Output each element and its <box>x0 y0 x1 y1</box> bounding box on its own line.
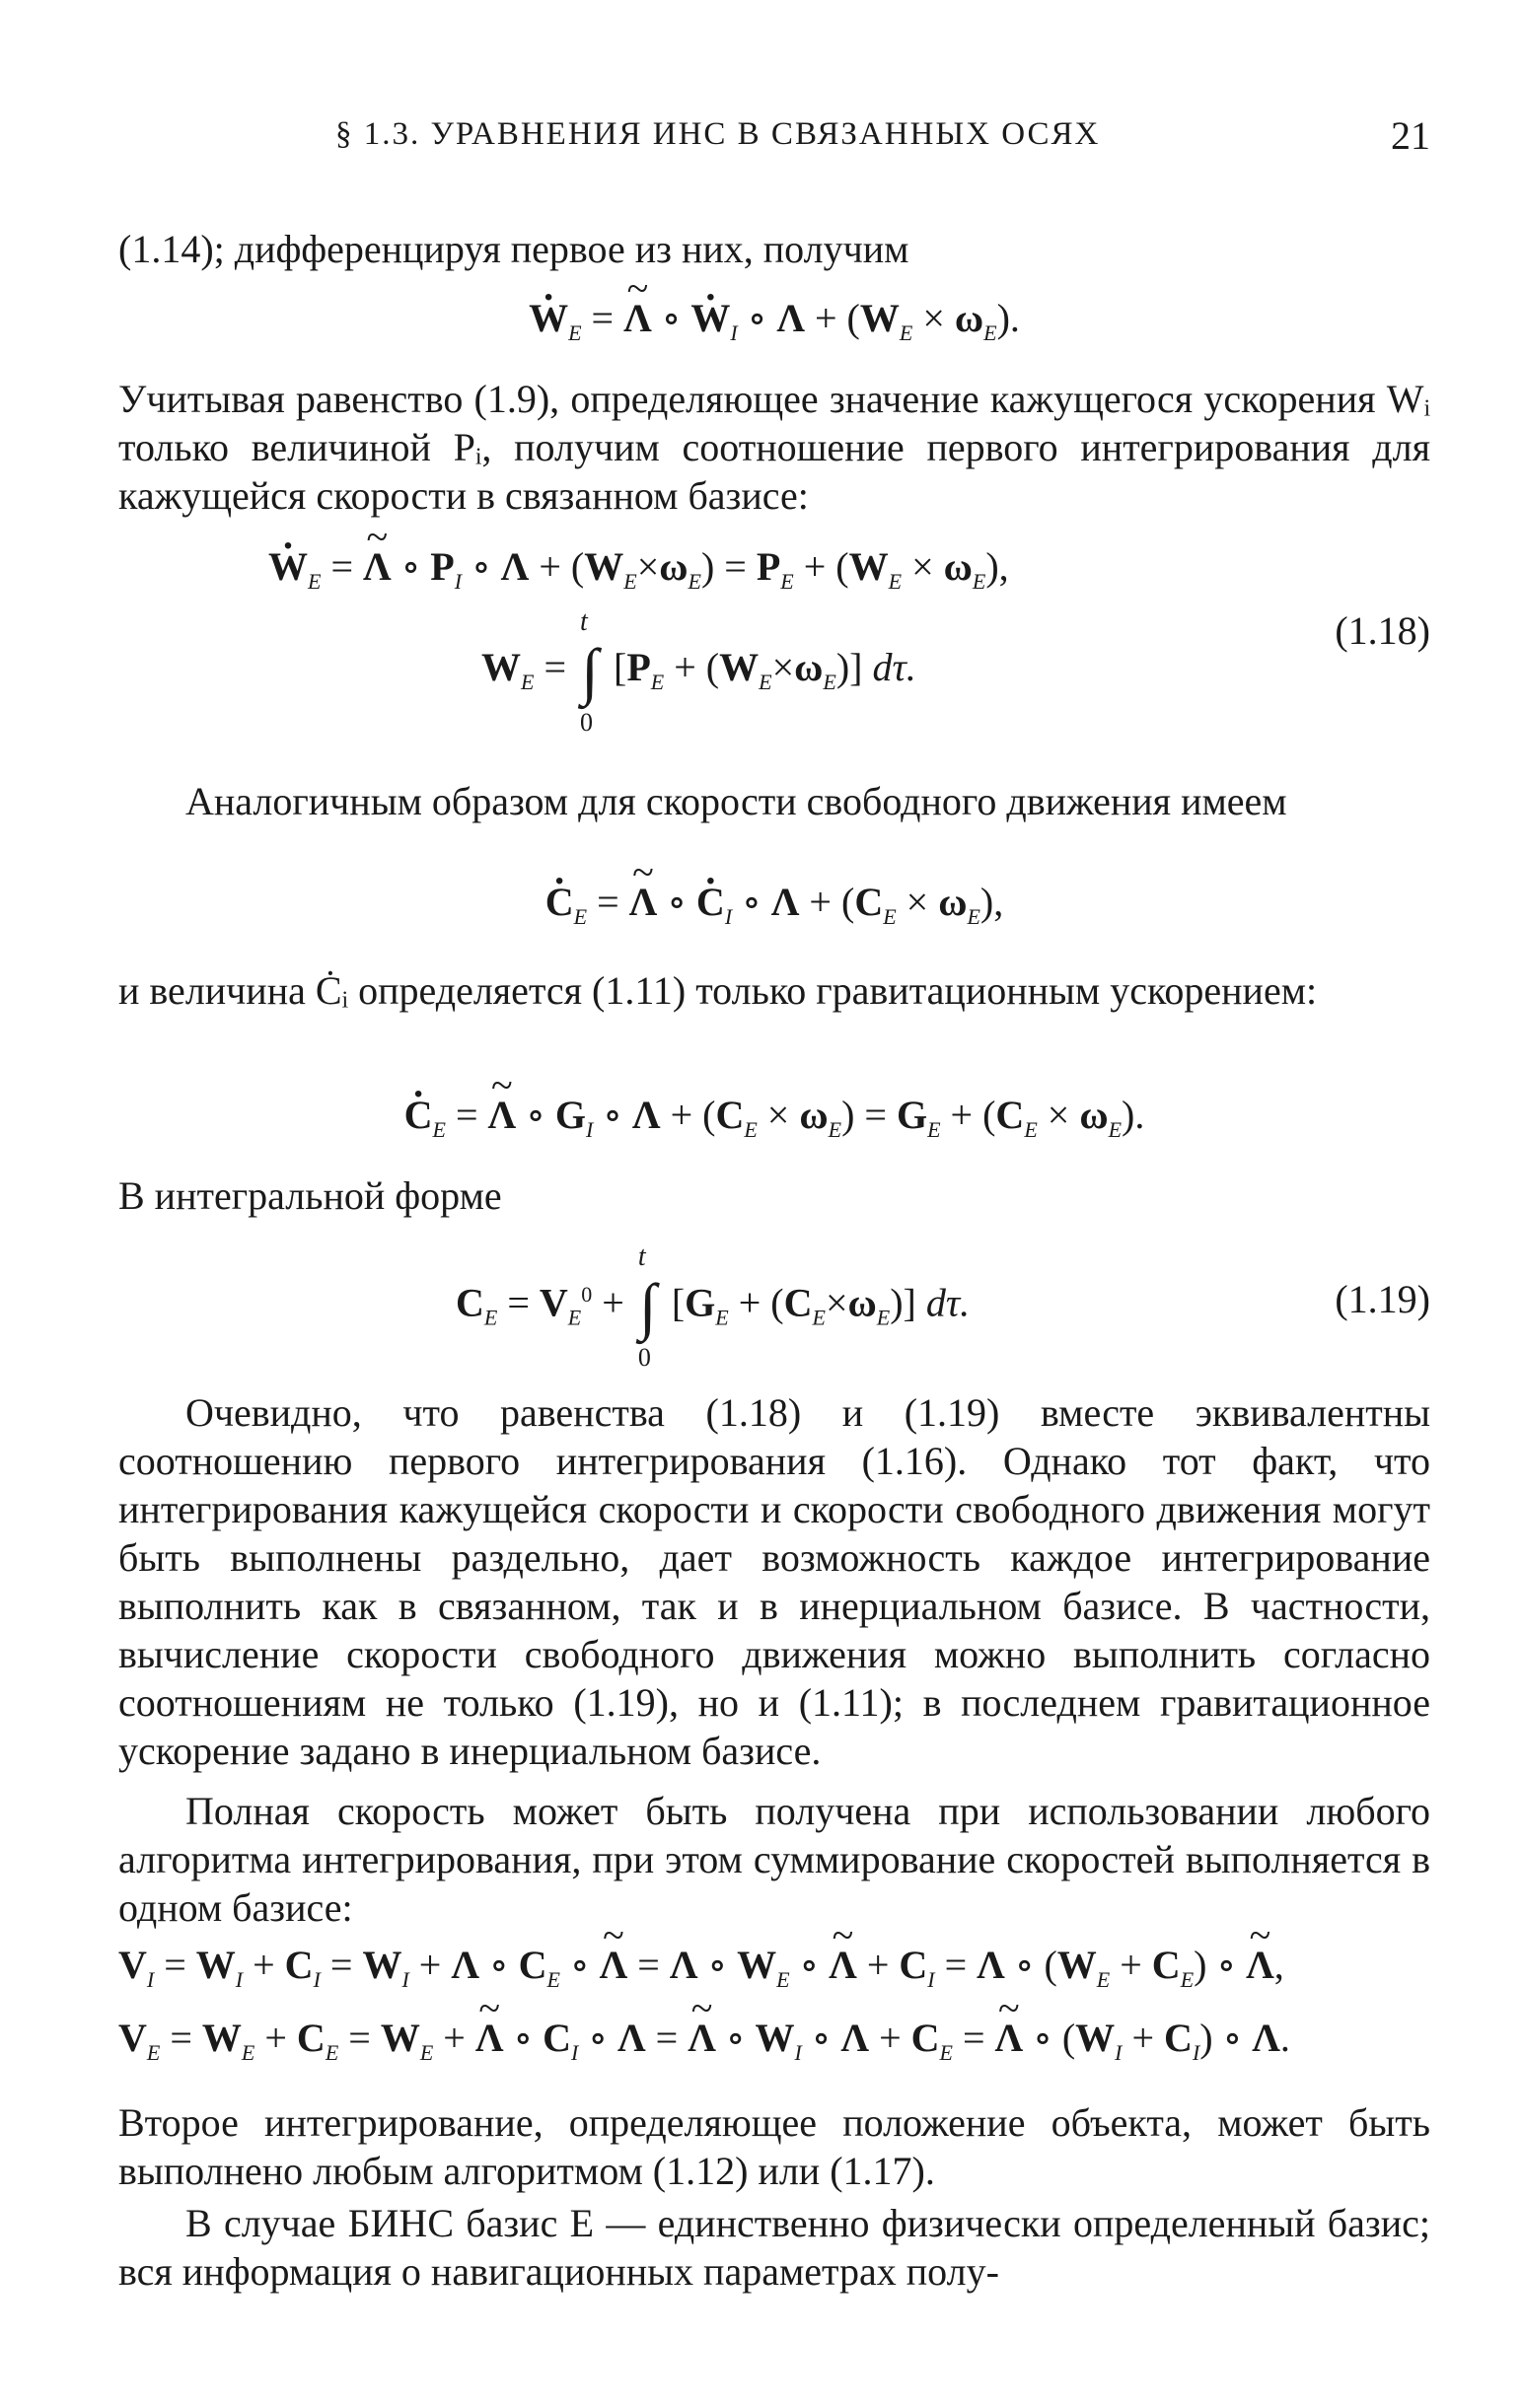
paragraph-5: В интегральной форме <box>118 1173 502 1218</box>
integral-sign-2: t ∫ 0 <box>637 1241 657 1373</box>
equation-1-18-a: . $W_E$ = ~ Λ ∘ $P_I$ ∘ $\Lambda + (W_E\times\omega_E) = P_E + (W_E \times \omega_E)$, <box>268 540 1009 608</box>
paragraph-6: Очевидно, что равенства (1.18) и (1.19) вместе эквивалентны соотношению первого интегрирования (1.16). Однако тот факт, что интегрирования кажущейся скорости и скорости свободного движения могут быть выполнены раздельно, дает возможность каждое интегрирование выполнить как в связанном, так и в инерциальном базисе. В частности, вычисление скорости свободного движения можно выполнить согласно соотношениям не только (1.19), но и (1.11); в последнем гравитационное ускорение задано в инерциальном базисе. <box>118 1390 1430 1773</box>
running-header <box>118 113 1430 176</box>
equation-ce-derivative: . $C_E$ = ~ Λ ∘ . $C_I$ ∘ $\Lambda + (C_E \times \omega_E)$, <box>118 876 1430 944</box>
section-title: § 1.3. УРАВНЕНИЯ ИНС В СВЯЗАННЫХ ОСЯХ <box>335 116 1101 152</box>
equation-number-1-19: (1.19) <box>1335 1277 1430 1321</box>
equation-1-19: $C_E = V_E^0$ + t ∫ 0 $[G_E + (C_E\times\omega_E)]$ dτ. <box>456 1241 971 1373</box>
equation-vi: $V_I = W_I + C_I = W_I + \Lambda$ ∘ $C_E$ ∘ ~ Λ = Λ ∘ $W_E$ ∘ ~ $\Lambda + C_I = \Lambda$ ∘ $(W_E + C_E)$ ∘ ~ Λ, <box>118 1939 1430 2007</box>
page-number: 21 <box>1391 113 1430 158</box>
paragraph-9: В случае БИНС базис E — единственно физически определенный базис; вся информация о навигационных параметрах полу- <box>118 2201 1430 2294</box>
equation-number-1-18: (1.18) <box>1335 608 1430 653</box>
paragraph-1: (1.14); дифференцируя первое из них, получим <box>118 227 909 271</box>
equation-ve: $V_E = W_E + C_E = W_E$ + ~ Λ ∘ $C_I$ ∘ Λ = ~ Λ ∘ $W_I$ ∘ $\Lambda + C_E$ = ~ Λ ∘ $(W_I + C_I)$ ∘ Λ. <box>118 2012 1430 2080</box>
paragraph-7: Полная скорость может быть получена при использовании любого алгоритма интегрирования, при этом суммирование скоростей выполняется в одном базисе: <box>118 1789 1430 1930</box>
paragraph-3: Аналогичным образом для скорости свободного движения имеем <box>185 779 1287 823</box>
equation-we-derivative: . $W_E$ = ~ Λ ∘ . $W_I$ ∘ $\Lambda + (W_E \times \omega_E)$. <box>118 292 1430 360</box>
paragraph-8: Второе интегрирование, определяющее положение объекта, может быть выполнено любым алгоритмом (1.12) или (1.17). <box>118 2100 1430 2193</box>
paragraph-4: и величина Ċᵢ определяется (1.11) только гравитационным ускорением: <box>118 968 1318 1013</box>
paragraph-2: Учитывая равенство (1.9), определяющее значение кажущегося ускорения Wᵢ только величиной Pᵢ, получим соотношение первого интегрирования для кажущейся скорости в связанном базисе: <box>118 377 1430 518</box>
equation-ce-gravity: . $C_E$ = ~ Λ ∘ $G_I$ ∘ $\Lambda + (C_E \times \omega_E) = G_E + (C_E \times \omega_E)$. <box>118 1089 1430 1157</box>
equation-1-18-b: $W_E$ = t ∫ 0 $[P_E + (W_E\times\omega_E)]$ dτ. <box>481 606 916 737</box>
integral-sign: t ∫ 0 <box>580 606 599 737</box>
